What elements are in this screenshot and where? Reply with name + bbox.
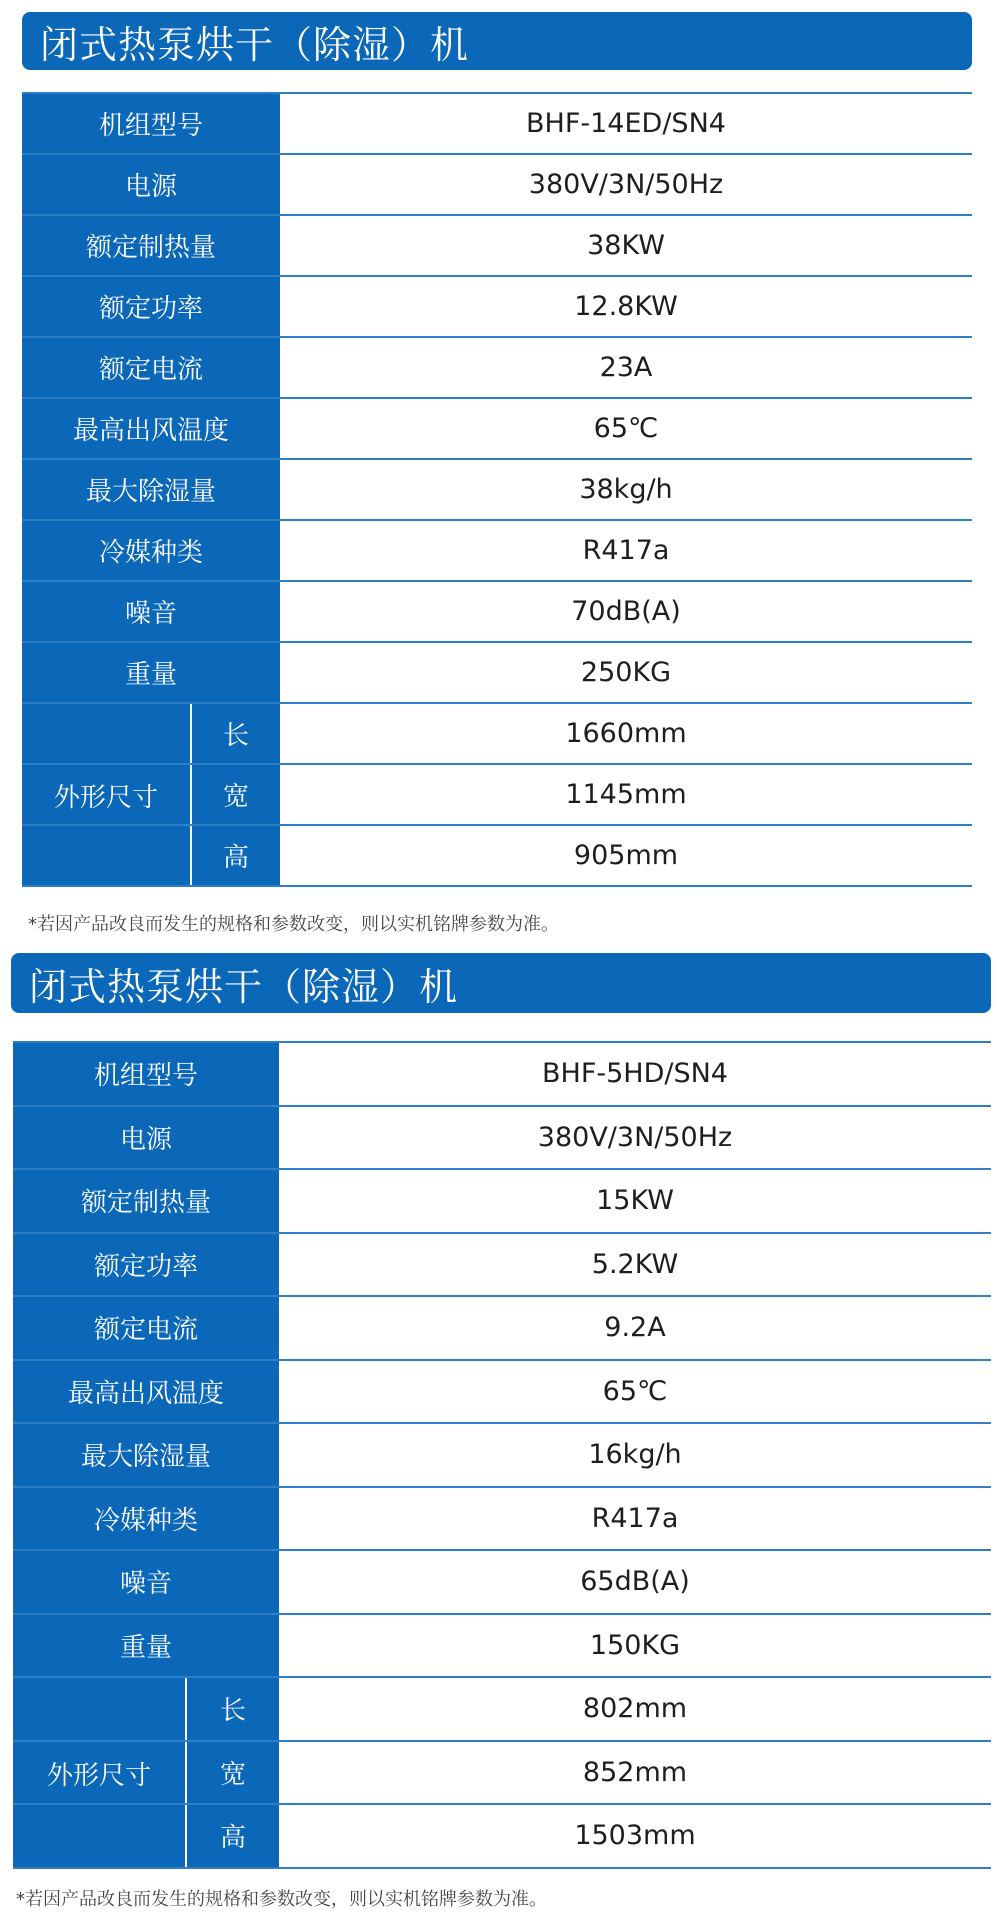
- table-row: [13, 1805, 991, 1869]
- table-row: [13, 1424, 991, 1488]
- table-row: [22, 704, 972, 765]
- row-value: 70dB(A): [571, 596, 681, 627]
- row-label: 额定电流: [22, 338, 280, 397]
- spec-table: [22, 92, 972, 887]
- dimension-sub-label: 长: [192, 704, 280, 763]
- table-row: [22, 643, 972, 704]
- row-value: 9.2A: [604, 1312, 666, 1344]
- footnote: *若因产品改良而发生的规格和参数改变，则以实机铭牌参数为准。: [16, 1889, 547, 1910]
- row-value: 23A: [599, 352, 653, 383]
- table-row: [22, 460, 972, 521]
- table-row: [13, 1742, 991, 1806]
- row-label: 额定制热量: [22, 216, 280, 275]
- row-value: BHF-14ED/SN4: [526, 108, 726, 139]
- table-row: [13, 1551, 991, 1615]
- row-value: R417a: [591, 1502, 679, 1534]
- table-row: [22, 399, 972, 460]
- row-label: 最高出风温度: [13, 1361, 279, 1423]
- row-label: 额定电流: [13, 1297, 279, 1359]
- table-row: [22, 338, 972, 399]
- row-value: 150KG: [589, 1629, 681, 1661]
- table-row: [22, 521, 972, 582]
- row-value: 65℃: [602, 1375, 668, 1407]
- row-label: 重量: [13, 1615, 279, 1677]
- row-value: 1145mm: [565, 779, 687, 810]
- dimensions-group: [13, 1678, 991, 1869]
- spec-table: [13, 1041, 991, 1869]
- footnote: *若因产品改良而发生的规格和参数改变，则以实机铭牌参数为准。: [28, 914, 559, 935]
- row-value: 1503mm: [574, 1820, 696, 1852]
- row-value: 1660mm: [565, 718, 687, 749]
- row-label: 重量: [22, 643, 280, 702]
- row-label: 电源: [22, 155, 280, 214]
- dimension-sub-label: 高: [187, 1805, 279, 1867]
- dimensions-label: 外形尺寸: [13, 1678, 187, 1869]
- section-title: 闭式热泵烘干（除湿）机: [11, 953, 991, 1013]
- row-value: 5.2KW: [591, 1248, 679, 1280]
- table-row: [13, 1361, 991, 1425]
- section-title: 闭式热泵烘干（除湿）机: [22, 12, 972, 70]
- row-value: 12.8KW: [574, 291, 678, 322]
- table-row: [13, 1297, 991, 1361]
- row-value: 38KW: [587, 230, 665, 261]
- row-value: 15KW: [596, 1185, 674, 1217]
- row-value: 380V/3N/50Hz: [528, 169, 724, 200]
- row-label: 额定制热量: [13, 1170, 279, 1232]
- row-label: 最大除湿量: [22, 460, 280, 519]
- row-value: 65dB(A): [580, 1566, 690, 1598]
- row-label: 最高出风温度: [22, 399, 280, 458]
- table-row: [22, 582, 972, 643]
- table-row: [22, 826, 972, 887]
- row-label: 机组型号: [13, 1043, 279, 1105]
- row-label: 冷媒种类: [22, 521, 280, 580]
- row-value: 905mm: [573, 840, 679, 871]
- row-value: 65℃: [593, 413, 659, 444]
- row-value: 802mm: [582, 1693, 688, 1725]
- row-label: 冷媒种类: [13, 1488, 279, 1550]
- table-row: [13, 1615, 991, 1679]
- table-row: [13, 1170, 991, 1234]
- table-row: [13, 1488, 991, 1552]
- row-label: 额定功率: [22, 277, 280, 336]
- row-value: 16kg/h: [588, 1439, 682, 1471]
- row-value: 38kg/h: [579, 474, 673, 505]
- row-label: 噪音: [22, 582, 280, 641]
- dimension-sub-label: 长: [187, 1678, 279, 1740]
- table-row: [22, 94, 972, 155]
- table-row: [13, 1234, 991, 1298]
- row-label: 噪音: [13, 1551, 279, 1613]
- dimensions-group: [22, 704, 972, 887]
- row-label: 最大除湿量: [13, 1424, 279, 1486]
- row-value: 852mm: [582, 1756, 688, 1788]
- row-value: BHF-5HD/SN4: [542, 1058, 728, 1090]
- table-row: [13, 1043, 991, 1107]
- row-value: 250KG: [580, 657, 672, 688]
- table-row: [22, 765, 972, 826]
- table-row: [22, 155, 972, 216]
- table-row: [13, 1678, 991, 1742]
- table-row: [13, 1107, 991, 1171]
- dimensions-label: 外形尺寸: [22, 704, 192, 887]
- row-label: 机组型号: [22, 94, 280, 153]
- row-label: 电源: [13, 1107, 279, 1169]
- table-row: [22, 216, 972, 277]
- row-label: 额定功率: [13, 1234, 279, 1296]
- row-value: R417a: [582, 535, 670, 566]
- table-row: [22, 277, 972, 338]
- row-value: 380V/3N/50Hz: [537, 1121, 733, 1153]
- dimension-sub-label: 宽: [192, 765, 280, 824]
- dimension-sub-label: 宽: [187, 1742, 279, 1804]
- dimension-sub-label: 高: [192, 826, 280, 885]
